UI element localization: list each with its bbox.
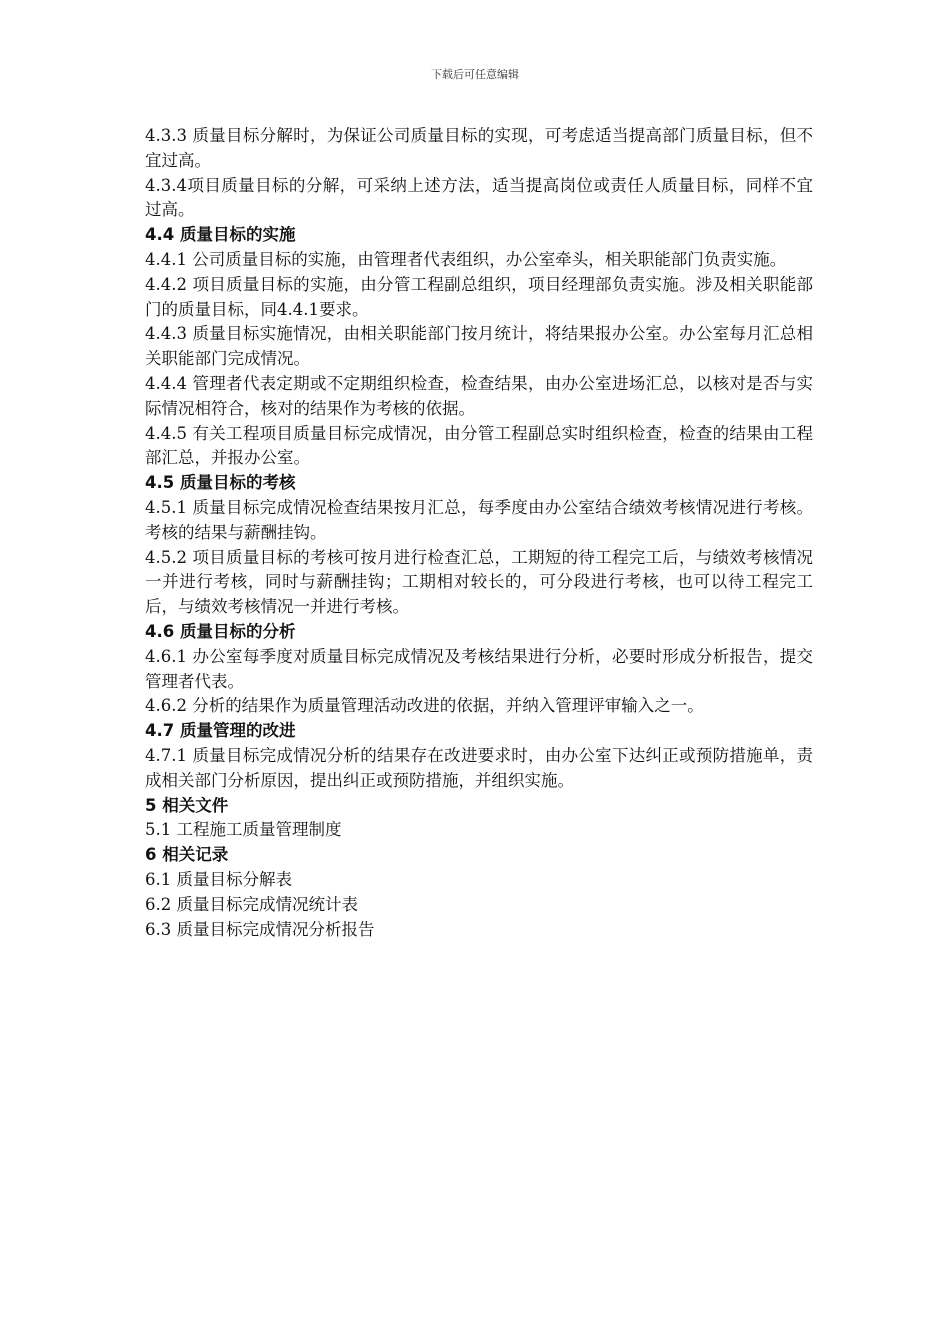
paragraph-4-6-2: 4.6.2 分析的结果作为质量管理活动改进的依据，并纳入管理评审输入之一。 <box>145 696 704 716</box>
paragraph-4-3-4: 4.3.4项目质量目标的分解，可采纳上述方法，适当提高岗位或责任人质量目标，同样不宜过高。 <box>145 175 813 220</box>
paragraph-5-1: 5.1 工程施工质量管理制度 <box>145 820 342 840</box>
heading-5: 5 相关文件 <box>145 795 229 815</box>
paragraph-4-3-3: 4.3.3 质量目标分解时，为保证公司质量目标的实现，可考虑适当提高部门质量目标，但不宜过高。 <box>145 126 813 170</box>
paragraph-4-6-1: 4.6.1 办公室每季度对质量目标完成情况及考核结果进行分析，必要时形成分析报告，提交管理者代表。 <box>145 646 813 691</box>
document-body <box>145 124 813 942</box>
heading-4-5: 4.5 质量目标的考核 <box>145 473 296 493</box>
heading-4-7: 4.7 质量管理的改进 <box>145 721 296 741</box>
paragraph-4-4-4: 4.4.4 管理者代表定期或不定期组织检查，检查结果，由办公室进场汇总，以核对是否与实际情况相符合，核对的结果作为考核的依据。 <box>145 373 813 418</box>
paragraph-6-2: 6.2 质量目标完成情况统计表 <box>145 894 358 914</box>
page-header: 下载后可任意编辑 <box>431 68 519 81</box>
paragraph-4-5-1: 4.5.1 质量目标完成情况检查结果按月汇总，每季度由办公室结合绩效考核情况进行考核。考核的结果与薪酬挂钩。 <box>145 497 813 542</box>
paragraph-6-3: 6.3 质量目标完成情况分析报告 <box>145 919 375 939</box>
paragraph-4-5-2: 4.5.2 项目质量目标的考核可按月进行检查汇总，工期短的待工程完工后，与绩效考核情况一并进行考核，同时与薪酬挂钩；工期相对较长的，可分段进行考核，也可以待工程完工后，与绩效考核情况一并进行考核。 <box>145 547 813 617</box>
paragraph-4-7-1: 4.7.1 质量目标完成情况分析的结果存在改进要求时，由办公室下达纠正或预防措施单，责成相关部门分析原因，提出纠正或预防措施，并组织实施。 <box>145 745 813 790</box>
paragraph-4-4-3: 4.4.3 质量目标实施情况，由相关职能部门按月统计，将结果报办公室。办公室每月汇总相关职能部门完成情况。 <box>145 324 813 369</box>
paragraph-6-1: 6.1 质量目标分解表 <box>145 869 292 889</box>
paragraph-4-4-5: 4.4.5 有关工程项目质量目标完成情况，由分管工程副总实时组织检查，检查的结果由工程部汇总，并报办公室。 <box>145 423 813 468</box>
heading-6: 6 相关记录 <box>145 845 229 865</box>
paragraph-4-4-1: 4.4.1 公司质量目标的实施，由管理者代表组织，办公室牵头，相关职能部门负责实施。 <box>145 249 787 269</box>
heading-4-4: 4.4 质量目标的实施 <box>145 225 296 245</box>
paragraph-4-4-2: 4.4.2 项目质量目标的实施，由分管工程副总组织，项目经理部负责实施。涉及相关职能部门的质量目标，同4.4.1要求。 <box>145 274 813 319</box>
heading-4-6: 4.6 质量目标的分析 <box>145 621 296 641</box>
